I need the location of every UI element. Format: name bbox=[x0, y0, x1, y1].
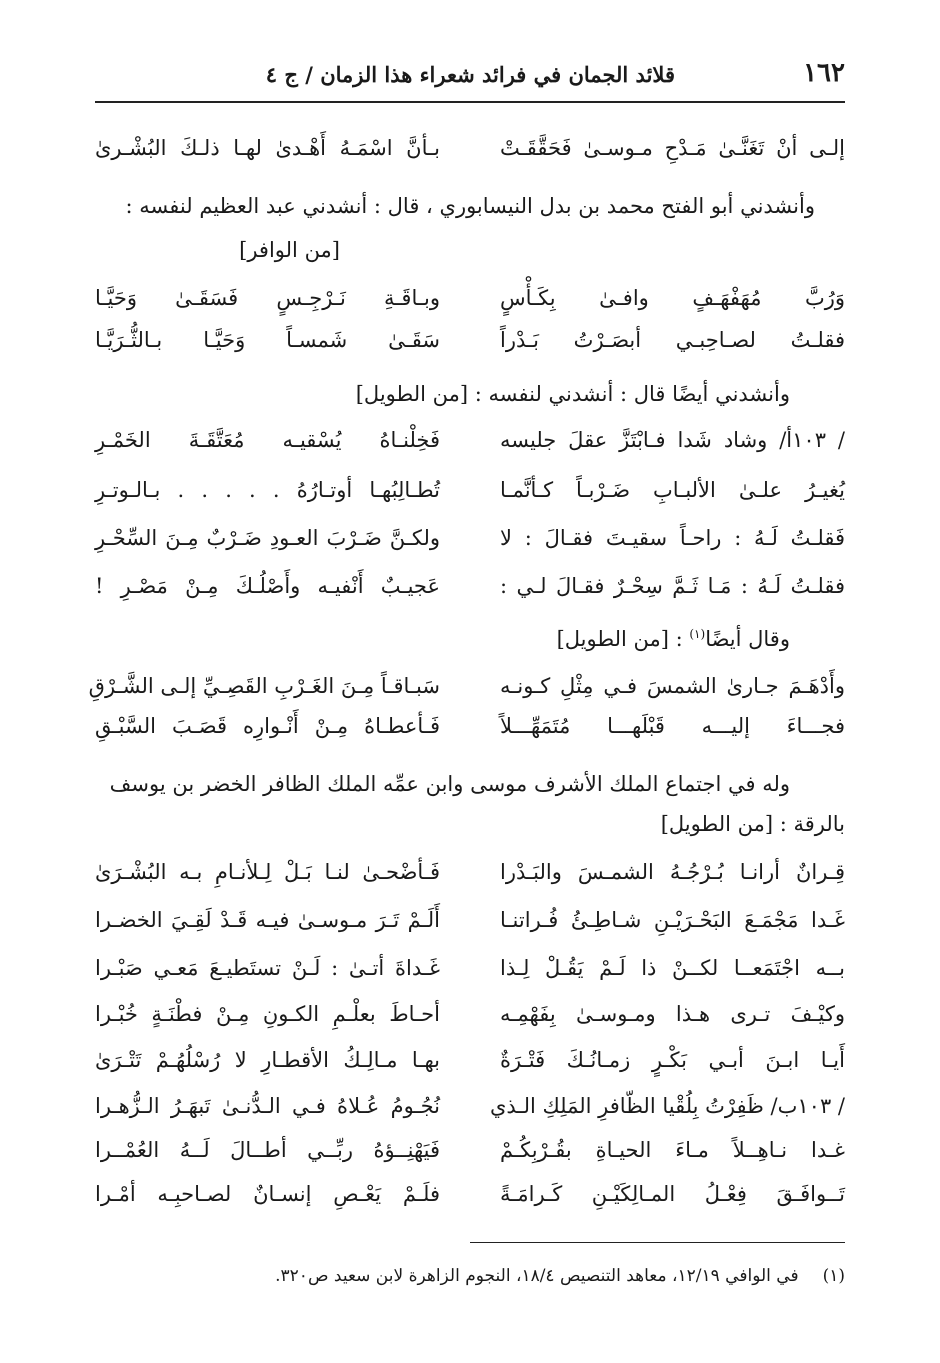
prose-intro-continued: بالرقة : [من الطويل] bbox=[660, 812, 845, 836]
verse-first-hemistich: يُغيـرُ علـىٰ الألبـابِ ضَـرْبـاً كـأنَّمـا bbox=[500, 478, 845, 502]
verse-second-hemistich: نُجُـومُ عُـلاهُ فـي الـدُّنـىٰ تَبهَـرُ الـزُّهـرا bbox=[95, 1094, 440, 1118]
prose-intro bbox=[557, 628, 790, 650]
verse-second-hemistich: عَجيـبٌ أَنْفيـه وأَصْلُـكَ مِـنْ مَصْـرِ ! bbox=[95, 574, 440, 598]
verse-first-hemistich: / ١٠٣ب/ ظَفِرْتُ بِلُقْيا الظّافرِ المَلِكِ الـذي bbox=[489, 1094, 845, 1118]
verse-second-hemistich: فَيَهْنِــؤهُ ربِّــي أطــالَ لَــهُ العُمْــرا bbox=[95, 1138, 440, 1162]
running-title: قلائد الجمان في فرائد شعراء هذا الزمان / ج ٤ bbox=[265, 62, 675, 87]
verse-first-hemistich: وكيْـفَ تـرى هـذا ومـوسـىٰ بِفَهْمِـه bbox=[500, 1002, 845, 1026]
verse-second-hemistich: فَخِلْنـاهُ يُسْقيـه مُعَتَّقَـةَ الخَمْـرِ bbox=[95, 428, 440, 452]
verse-second-hemistich: فَـأعطـاهُ مِـنْ أَنْـوارِه قَصَـبَ السَّبْـقِ bbox=[95, 714, 440, 738]
verse-first-hemistich: / ١٠٣أ/ وشاد شَدا فـابْتَزَّ عقلَ جليسه bbox=[500, 428, 845, 452]
verse-second-hemistich: فلَـمْ يَعْـصِ إنسـانٌ لصـاحبِـه أمْـرا bbox=[95, 1182, 440, 1206]
verse-second-hemistich: تُطـالِبُهـا أوتـارُهُ . . . . . بـالـوتـرِ bbox=[95, 478, 440, 502]
verse-first-hemistich: تَــوافَـقَ فِعْـلُ المـالِكَيْـنِ كَـرامَـةً bbox=[500, 1182, 845, 1206]
intro-text: وقال أيضًا bbox=[705, 627, 790, 651]
verse-second-hemistich: سَقَـىٰ شَمسـاً وَحَيَّـا بـالثُّـرَيَّـا bbox=[95, 328, 440, 352]
verse-second-hemistich: ولكـنَّ ضَـرْبَ العـودِ ضَـرْبٌ مِـنَ السِّحْـرِ bbox=[95, 526, 440, 550]
verse-second-hemistich: وبـاقَـةِ نَـرْجِـسٍ فَسَقَـىٰ وَحَيَّـا bbox=[95, 286, 440, 310]
verse-first-hemistich: فقلـتُ لصـاحِبـي أبصَـرْتُ بَـدْراً bbox=[500, 328, 845, 352]
prose-intro: وأنشدني أبو الفتح محمد بن بدل النيسابوري ، قال : أنشدني عبد العظيم لنفسه : bbox=[125, 194, 815, 218]
header-rule bbox=[95, 101, 845, 103]
verse-first-hemistich: فَقلـتُ لَـهُ : راحـاً سقيـتَ فقـالَ : لا bbox=[500, 526, 845, 550]
verse-first-hemistich: بــه اجْتَمَعــا لكــنْ ذا لَـمْ يَقُـلْ لِـذا bbox=[500, 956, 845, 980]
verse-first-hemistich: وأَدْهَـمَ جـارىٰ الشمسَ فـي مِثْلِ كـونـه bbox=[500, 674, 845, 698]
verse-second-hemistich: غَـداةَ أتـىٰ : لَـنْ تستَطيـعَ مَعـي صَبْـرا bbox=[95, 956, 440, 980]
verse-second-hemistich: أَلَـمْ تَـرَ مـوسـىٰ فيـه قَـدْ لَقِـيَ الخضـرا bbox=[95, 908, 440, 932]
verse-second-hemistich: سَبـاقـاً مِـنَ الغَـرْبِ القَصِـيِّ إلـى الشَّـرْقِ bbox=[88, 674, 440, 698]
verse-second-hemistich: بـأنَّ اسْمَـهُ أَهْـدىٰ لهـا ذلـكَ البُشْـرىٰ bbox=[95, 136, 440, 160]
prose-intro: وأنشدني أيضًا قال : أنشدني لنفسه : [من الطويل] bbox=[355, 382, 790, 406]
verse-first-hemistich: غـدا نـاهِــلاً مـاءَ الحيـاةِ بقُـرْبِكُـمْ bbox=[500, 1138, 845, 1162]
verse-second-hemistich: بهـا مـالِـكُ الأقطـارِ لا رُسْلُهُـمْ تَتْـرَىٰ bbox=[95, 1048, 440, 1072]
verse-second-hemistich: فَـأضْحـىٰ لنـا بَـلْ لِـلأنـامِ بـه البُشْـرَىٰ bbox=[95, 860, 440, 884]
footnote bbox=[275, 1266, 845, 1286]
verse-first-hemistich: غَـدا مَجْمَـعَ البَحْـرَيْـنِ شـاطِـئُ فُـراتنـا bbox=[500, 908, 845, 932]
verse-first-hemistich: فجـــاءَ إليـــه قَبْلَهـــا مُتَمَهِّـــلاً bbox=[500, 714, 845, 738]
footnote-number: (١) bbox=[822, 1266, 845, 1286]
footnote-rule bbox=[470, 1242, 845, 1243]
verse-first-hemistich: وَرُبَّ مُهَفْهَـفٍ وافـىٰ بِكَـأْسٍ bbox=[500, 286, 845, 310]
verse-first-hemistich: أَيـا ابـنَ أبـي بَكْـرٍ زمـانُـكَ فَتْـرَةٌ bbox=[500, 1048, 845, 1072]
verse-first-hemistich: إلـى أنْ تَغَنَّـىٰ مَـدْحِ مـوسـىٰ فَحَقَّقَـتْ bbox=[500, 136, 845, 160]
meter-label: : [من الطويل] bbox=[556, 627, 690, 651]
meter-label: [من الوافر] bbox=[239, 238, 340, 262]
footnote-text: في الوافي ١٢/١٩، معاهد التنصيص ١٨/٤، النجوم الزاهرة لابن سعيد ص٣٢٠. bbox=[275, 1266, 799, 1286]
verse-second-hemistich: أحـاطَ بعلْـمِ الكـونِ مِـنْ فطْنَـةٍ خُبْـرا bbox=[95, 1002, 440, 1026]
prose-intro: وله في اجتماع الملك الأشرف موسى وابن عمِّه الملك الظافر الخضر بن يوسف bbox=[109, 772, 790, 796]
footnote-reference: (١) bbox=[689, 627, 706, 641]
verse-first-hemistich: قِـرانٌ أرانـا بُـرْجُـهُ الشمـسَ والبَـدْرا bbox=[500, 860, 845, 884]
verse-first-hemistich: فقلـتُ لَـهُ : مَـا ثَـمَّ سِحْـرٌ فقـالَ لـي : bbox=[500, 574, 845, 598]
page-number: ١٦٢ bbox=[803, 58, 845, 88]
page-header bbox=[95, 58, 845, 98]
